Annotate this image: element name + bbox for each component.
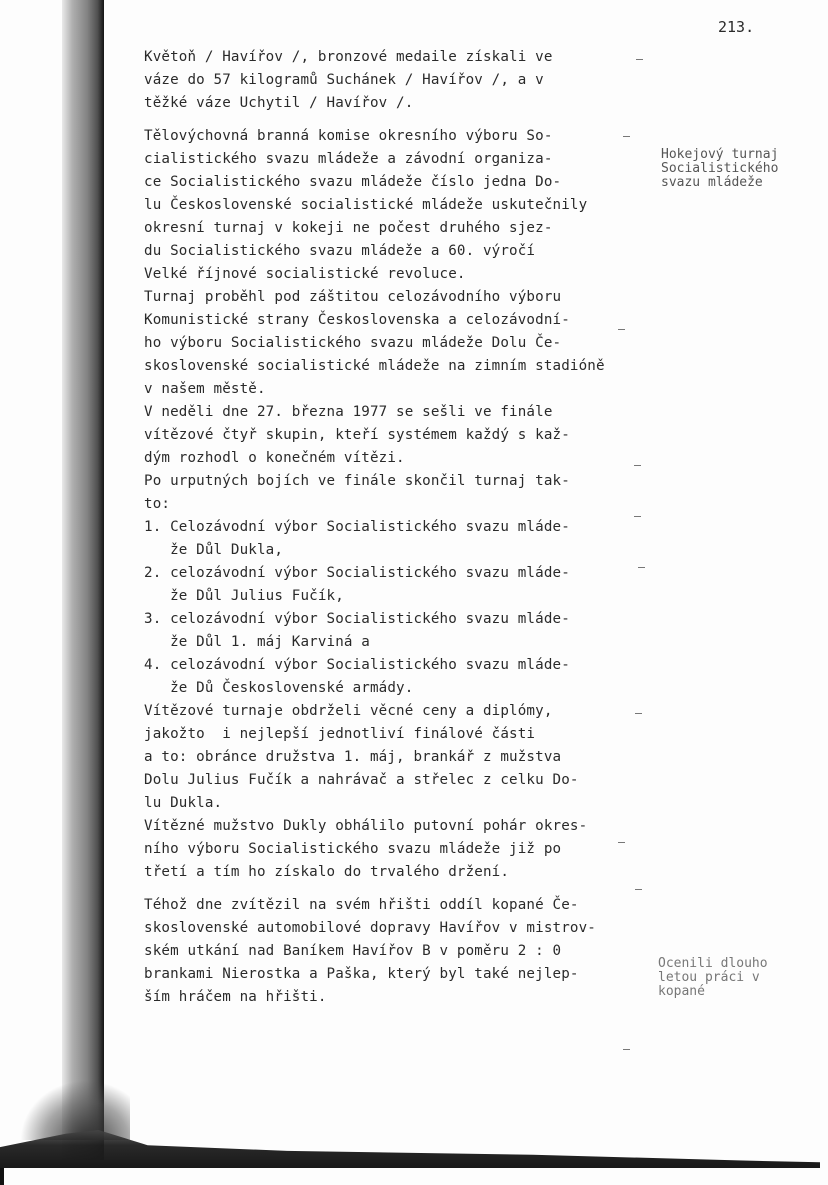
text-line: Po urputných bojích ve finále skončil turnaj tak-	[144, 473, 570, 489]
margin-tick-mark	[636, 59, 643, 60]
text-line: Komunistické strany Československa a celozávodní-	[144, 312, 570, 328]
text-line: lu Dukla.	[144, 795, 223, 811]
margin-tick-mark	[623, 136, 630, 137]
text-line: Dolu Julius Fučík a nahrávač a střelec z celku Do-	[144, 772, 579, 788]
text-line: ního výboru Socialistického svazu mládeže již po	[144, 841, 562, 857]
margin-tick-mark	[618, 329, 625, 330]
text-line: brankami Nierostka a Paška, který byl také nejlep-	[144, 966, 579, 982]
paragraph-gap	[144, 884, 605, 894]
margin-tick-mark	[634, 516, 641, 517]
margin-tick-mark	[634, 465, 641, 466]
text-line: 4. celozávodní výbor Socialistického svazu mláde-	[144, 657, 570, 673]
text-line: třetí a tím ho získalo do trvalého držení.	[144, 864, 510, 880]
text-line: dým rozhodl o konečném vítězi.	[144, 450, 405, 466]
binding-shadow	[62, 0, 104, 1160]
text-line: du Socialistického svazu mládeže a 60. výročí	[144, 243, 536, 259]
text-line: že Důl 1. máj Karviná a	[144, 634, 370, 650]
text-line: ském utkání nad Baníkem Havířov B v poměru 2 : 0	[144, 943, 562, 959]
text-line: vítězové čtyř skupin, kteří systémem každý s kaž-	[144, 427, 570, 443]
text-line: že Dů Československé armády.	[144, 680, 414, 696]
text-line: Květoň / Havířov /, bronzové medaile získali ve	[144, 49, 553, 65]
margin-tick-mark	[638, 567, 645, 568]
margin-note-football: Ocenili dlouho letou práci v kopané	[658, 956, 768, 999]
text-line: cialistického svazu mládeže a závodní organiza-	[144, 151, 553, 167]
text-line: Tělovýchovná branná komise okresního výboru So-	[144, 128, 553, 144]
text-line: a to: obránce družstva 1. máj, brankář z mužstva	[144, 749, 562, 765]
text-line: 1. Celozávodní výbor Socialistického svazu mláde-	[144, 519, 570, 535]
text-line: jakožto i nejlepší jednotliví finálové části	[144, 726, 536, 742]
margin-tick-mark	[623, 1049, 630, 1050]
text-line: v našem městě.	[144, 381, 266, 397]
text-line: Velké říjnové socialistické revoluce.	[144, 266, 466, 282]
page-number: 213.	[718, 18, 755, 36]
text-line: 2. celozávodní výbor Socialistického svazu mláde-	[144, 565, 570, 581]
text-line: skoslovenské automobilové dopravy Havířov v mistrov-	[144, 920, 596, 936]
text-line: V neděli dne 27. března 1977 se sešli ve finále	[144, 404, 553, 420]
text-line: Turnaj proběhl pod záštitou celozávodního výboru	[144, 289, 562, 305]
text-line: ce Socialistického svazu mládeže číslo jedna Do-	[144, 174, 562, 190]
margin-tick-mark	[635, 889, 642, 890]
text-line: Vítězové turnaje obdrželi věcné ceny a diplómy,	[144, 703, 553, 719]
text-line: Téhož dne zvítězil na svém hřišti oddíl kopané Če-	[144, 897, 579, 913]
text-line: že Důl Dukla,	[144, 542, 284, 558]
text-line: skoslovenské socialistické mládeže na zimním stadióně	[144, 358, 605, 374]
text-line: ho výboru Socialistického svazu mládeže Dolu Če-	[144, 335, 562, 351]
bottom-edge-mark	[0, 1168, 4, 1185]
binding-shadow-flare	[20, 1080, 130, 1140]
typewritten-body	[144, 46, 605, 1009]
margin-tick-mark	[635, 713, 642, 714]
text-line: Vítězné mužstvo Dukly obhálilo putovní pohár okres-	[144, 818, 588, 834]
text-line: těžké váze Uchytil / Havířov /.	[144, 95, 414, 111]
text-line: lu Československé socialistické mládeže uskutečnily	[144, 197, 588, 213]
text-line: ším hráčem na hřišti.	[144, 989, 327, 1005]
text-line: 3. celozávodní výbor Socialistického svazu mláde-	[144, 611, 570, 627]
text-line: okresní turnaj v kokeji ne počest druhého sjez-	[144, 220, 553, 236]
text-line: to:	[144, 496, 171, 512]
paragraph-gap	[144, 115, 605, 125]
text-line: že Důl Julius Fučík,	[144, 588, 344, 604]
margin-tick-mark	[618, 842, 625, 843]
margin-note-hockey: Hokejový turnaj Socialistického svazu mládeže	[661, 147, 779, 190]
text-line: váze do 57 kilogramů Suchánek / Havířov /, a v	[144, 72, 544, 88]
